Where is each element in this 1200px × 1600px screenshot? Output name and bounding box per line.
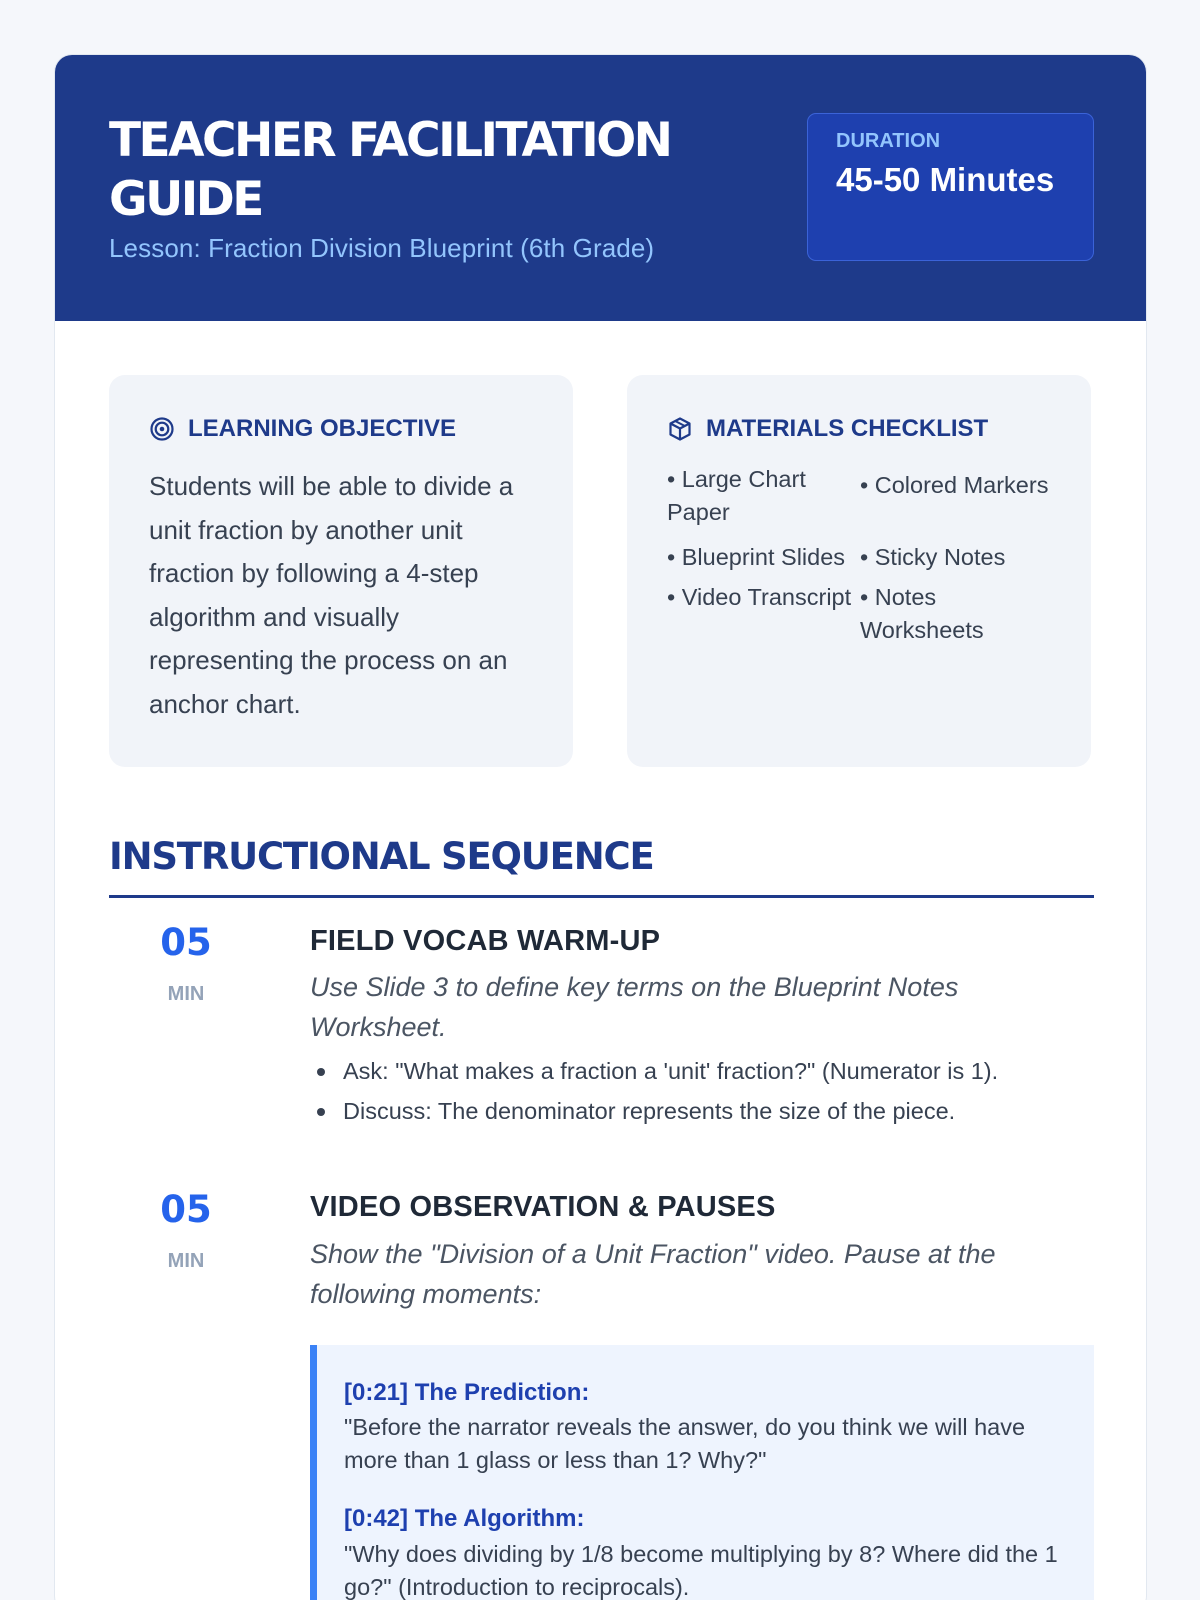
step-description: Use Slide 3 to define key terms on the Blueprint Notes Worksheet. [310, 972, 959, 1042]
duration-value: 45-50 Minutes [836, 161, 1055, 198]
lesson-subtitle: Lesson: Fraction Division Blueprint (6th Grade) [109, 233, 655, 263]
material-item: • Large Chart Paper [667, 466, 806, 525]
facilitation-guide-page [54, 54, 1147, 1600]
section-divider [109, 895, 1094, 898]
step-description: Show the "Division of a Unit Fraction" video. Pause at the following moments: [310, 1239, 996, 1309]
materials-checklist-card [627, 375, 1091, 767]
learning-objective-text: Students will be able to divide a unit fraction by another unit fraction by following a 4-step algorithm and visually representing the process on an anchor chart. [149, 471, 514, 719]
step-minutes: 05 [160, 1188, 212, 1231]
materials-checklist-heading [667, 415, 988, 443]
pause-prompt: "Why does dividing by 1/8 become multiplying by 8? Where did the 1 go?" (Introduction to reciprocals). [344, 1541, 1058, 1600]
guide-header [55, 55, 1146, 321]
list-item [311, 1095, 1091, 1128]
pause-prompt: "Before the narrator reveals the answer, do you think we will have more than 1 glass or less than 1? Why?" [344, 1414, 1026, 1473]
material-item: • Blueprint Slides [667, 544, 846, 570]
step-minutes: 05 [160, 921, 212, 964]
bullet-dot [317, 1108, 325, 1116]
list-item [311, 1055, 1091, 1088]
list-item-text: Discuss: The denominator represents the size of the piece. [343, 1098, 956, 1124]
pause-timestamp: [0:21] The Prediction: [344, 1379, 590, 1406]
pause-timestamp: [0:42] The Algorithm: [344, 1505, 585, 1532]
duration-label: DURATION [836, 130, 941, 152]
step-title: VIDEO OBSERVATION & PAUSES [310, 1191, 776, 1223]
learning-objective-card [109, 375, 573, 767]
material-item: • Colored Markers [860, 472, 1049, 498]
learning-objective-heading [149, 415, 456, 443]
step-unit: MIN [167, 1250, 205, 1272]
step-unit: MIN [167, 983, 205, 1005]
materials-checklist-title: MATERIALS CHECKLIST [706, 415, 989, 442]
target-icon [149, 416, 175, 442]
video-pause-callout [310, 1345, 1094, 1600]
bullet-dot [317, 1068, 325, 1076]
material-item: • Notes Worksheets [860, 584, 984, 643]
material-item: • Video Transcript [667, 584, 852, 610]
step-title: FIELD VOCAB WARM-UP [310, 925, 661, 957]
section-title: INSTRUCTIONAL SEQUENCE [109, 835, 654, 878]
list-item-text: Ask: "What makes a fraction a 'unit' fraction?" (Numerator is 1). [343, 1058, 999, 1084]
page-title: TEACHER FACILITATION GUIDE [109, 113, 671, 227]
material-item: • Sticky Notes [860, 544, 1006, 570]
box-icon [667, 416, 693, 442]
duration-badge [807, 113, 1094, 261]
learning-objective-title: LEARNING OBJECTIVE [188, 415, 457, 442]
